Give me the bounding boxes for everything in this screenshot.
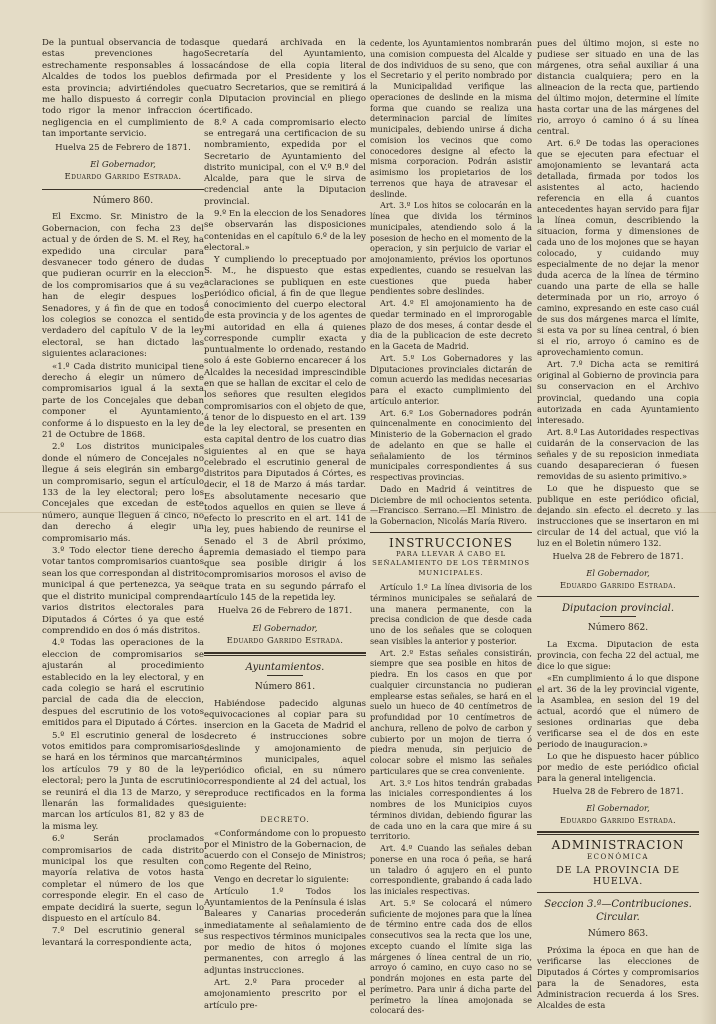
paragraph: Art. 6.º Los Gobernadores podrán quincenalmente en conocimiento del Ministerio de la Gobernacion el grado de adelanto en que se halle el señalamiento de los términos municipales correspondientes á sus respectivas provincias. [370,407,532,482]
instructions-subheading: PARA LLEVAR Á CABO EL SEÑALAMIENTO DE LOS TÉRMINOS MUNICIPALES. [372,549,530,577]
heading-underline [600,616,636,617]
signature-name: Eduardo Garrido Estrada. [226,635,344,646]
paragraph: Artículo 1.º Todos los Ayuntamientos de la Península é islas Baleares y Canarias procederán inmediatamente al señalamiento de sus respectivos términos municipales por medio de hitos ó mojones permanentes, con arreglo á las adjuntas instrucciones. [204,886,366,976]
paragraph: 6.º Serán proclamados compromisarios de cada distrito municipal los que resulten con mayoría relativa de votos hasta completar el número de los que corresponde elegir. En el caso de empate decidirá la suerte, segun lo dispuesto en el artículo 84. [42,834,204,925]
paragraph: Art. 6.º De todas las operaciones que se ejecuten para efectuar el amojonamiento se levantará acta detallada, firmada por todos los asistentes al acto, haciendo referencia en ella á cuantos antecedentes hayan servido para fijar la línea comun, describiendo la situacion, forma y dimensiones de cada uno de los mojones que se hayan colocado, y cuidando muy especialmente de no dejar la menor duda acerca de la línea de término cuando una parte de ella se halle determinada por un rio, arroyo ó camino, expresando en este caso cuál de sus dos márgenes marca el límite, si esta va por su línea central, ó bien si el rio, arroyo ó camino es de aprovechamiento comun. [537,138,699,358]
paragraph: «Conformándome con lo propuesto por el Ministro de la Gobernacion, de acuerdo con el Consejo de Ministros; como Regente del Reino, [204,828,366,873]
paragraph: La Excma. Diputacion de esta provincia, con fecha 22 del actual, me dice lo que sigue: [537,638,699,671]
paragraph: pues del último mojon, si este no pudiese ser situado en una de las márgenes, otra señal auxiliar á una distancia cualquiera; pero en la alineacion de la recta que, partiendo del último mojon, determine el límite hasta cortar una de las márgenes del rio, arroyo ó camino ó á su línea central. [537,38,699,137]
province-heading: DE LA PROVINCIA DE HUELVA. [556,865,680,888]
divider [42,189,204,190]
paragraph: Vengo en decretar lo siguiente: [214,874,349,885]
paragraph: 3.º Todo elector tiene derecho á votar tantos compromisarios cuantos sean los que correspondan al distrito municipal á que pertenezca, ya sea que el distrito municipal comprenda varios distritos electorales para Diputados á Córtes ó ya que esté comprendido en dos ó más distritos. [42,546,204,636]
paragraph: «En cumplimiento á lo que dispone el art. 36 de la ley provincial vigente, la Asamblea, en sesion del 19 del actual, acordó que el número de sesiones ordinarias que deba verificarse sea el de dos en este periodo de inauguracion.» [537,672,699,749]
double-divider [537,831,699,835]
column-1 [42,38,204,950]
signature-role: El Gobernador, [252,623,318,634]
section-heading: Ayuntamientos. [245,662,325,674]
decree-heading: DECRETO. [260,815,310,825]
administration-subheading: ECONÓMICA [587,853,649,862]
paragraph: Art. 4.º Cuando las señales deban ponerse en una roca ó peña, se hará un taladro ó agujero en el punto correspondiente, grabando á cada lado las iniciales respectivas. [370,843,532,896]
column-4 [537,38,699,1012]
paragraph: Art. 4.º El amojonamiento ha de quedar terminado en el improrogable plazo de dos meses, á contar desde el dia de la publicacion de este decreto en la Gaceta de Madrid. [370,298,532,351]
paragraph: 5.º El escrutinio general de los votos emitidos para compromisarios se hará en los términos que marcan los artículos 79 y 80 de la ley electoral; pero la Junta de escrutinio se reunirá el dia 13 de Marzo, y se llenarán las formalidades que marcan los artículos 81, 82 y 83 de la misma ley. [42,730,204,832]
paragraph: Art. 5.º Los Gobernadores y las Diputaciones provinciales dictarán de comun acuerdo las medidas necesarias para el exacto cumplimiento del artículo anterior. [370,352,532,406]
signature-role: El Gobernador, [586,803,650,814]
paragraph: 9.º En la eleccion de los Senadores se observarán las disposiciones contenidas en el capítulo 6.º de la ley electoral.» [204,208,366,253]
notice-number: Número 863. [587,929,649,940]
paragraph: 8.º A cada compromisario electo se entregará una certificacion de su nombramiento, expedida por el Secretario de Ayuntamiento del distrito municipal, con el V.º B.º del Alcalde, para que le sirva de credencial ante la Diputacion provincial. [204,117,366,207]
signature-name: Eduardo Garrido Estrada. [559,579,677,590]
paragraph: Artículo 1.º La línea divisoria de los términos municipales se señalará de una manera permanente, con la precisa condicion de que desde cada uno de los señales que se coloquen sean visibles la anterior y posterior. [370,582,532,646]
paragraph: Y cumpliendo lo preceptuado por S. M., he dispuesto que estas aclaraciones se publiquen en este periódico oficial, á fin de que llegue á conocimiento del cuerpo electoral de esta provincia y de los agentes de mi autoridad en ella á quienes corresponde cumplir exacta y puntualmente lo ordenado, restando solo á este Gobierno encarecer á los Alcaldes la necesidad imprescindible en que se hallan de excitar el celo de los señores que resulten elegidos compromisarios con el objeto de que, á tenor de lo dispuesto en el art. 139 de la ley electoral, se presenten en esta capital dentro de los cuatro dias siguientes al en que se haya celebrado el escrutinio general de distritos para Diputados á Córtes, es decir, el 18 de Marzo á más tardar. Es absolutamente necesario que todos aquellos en quien se lleve á efecto lo prescrito en el art. 141 de la ley, pues habiendo de reunirse el Senado el 3 de Abril próximo, apremia demasiado el tiempo para que sea posible dirigir á los compromisarios morosos el aviso de que trata en su segundo párrafo el artículo 145 de la repetida ley. [204,255,366,604]
divider [537,892,699,893]
divider [370,532,532,533]
paragraph: Próxima la época en que han de verificarse las elecciones de Diputados á Córtes y compromisarios para la de Senadores, esta Administracion recuerda á los Sres. Alcaldes de esta [537,945,699,1011]
paragraph: «1.º Cada distrito municipal tiene derecho á elegir un número de compromisarios igual á la sexta parte de los Concejales que deban componer el Ayuntamiento, conforme á lo dispuesto en la ley de 21 de Octubre de 1868. [42,361,204,440]
signature-date: Huelva 26 de Febrero de 1871. [217,606,353,617]
paragraph: que quedará archivada en la Secretaría del Ayuntamiento, sacándose de ella copia literal firmada por el Presidente y los cuatro Secretarios, que se remitirá á la Diputacion provincial en pliego certificado. [204,38,366,116]
signature-date: Huelva 28 de Febrero de 1871. [552,550,684,561]
paragraph: 4.º Todas las operaciones de la eleccion de compromisarios se ajustarán al procedimiento establecido en la ley electoral, y en cada colegio se hará el escrutinio parcial de cada dia de eleccion, despues del escrutinio de los votos emitidos para el Diputado á Córtes. [42,638,204,729]
paragraph: De la puntual observancia de todas estas prevenciones hago estrechamente responsables á los Alcaldes de todos los pueblos de esta provincia; advirtiéndoles que me hallo dispuesto á corregir con todo rigor la menor infraccion ó negligencia en el cumplimiento de tan importante servicio. [42,38,204,140]
signature-date: Huelva 25 de Febrero de 1871. [55,142,191,153]
paragraph: Lo que he dispuesto hacer público por medio de este periódico oficial para la general inteligencia. [537,750,699,783]
signature-date: Huelva 28 de Febrero de 1871. [552,786,684,796]
paragraph: Art. 8.º Las Autoridades respectivas cuidarán de la conservacion de las señales y de su reposicion inmediata cuando desaparecieran ó fuesen removidas de su asiento primitivo.» [537,426,699,481]
paragraph: 7.º Del escrutinio general se levantará la correspondiente acta, [42,926,204,948]
notice-number: Número 862. [587,622,649,633]
paragraph: cedente, los Ayuntamientos nombrarán una comision compuesta del Alcalde y de dos individuos de su seno, que con el Secretario y el perito nombrado por la Municipalidad verifique las operaciones de deslinde en la misma forma que cuando se realiza una determinacion parcial de límites municipales, debiendo unirse á dicha comision los vecinos que como conocedores designe al efecto la misma corporacion. Podrán asistir asimismo los propietarios de los terrenos que haya de atravesar el deslinde. [370,38,532,199]
paragraph: Art. 3.º Los hitos se colocarán en la línea que divida los términos municipales, atendiendo solo á la posesion de hecho en el momento de la operacion, y sin perjuicio de variar el amojonamiento, prévios los oportunos expedientes, cuando se resuelvan las cuestiones que pueda haber pendientes sobre deslindes. [370,200,532,297]
paragraph: Art. 3.º Los hitos tendrán grabadas las iniciales correspondientes á los nombres de los Municipios cuyos términos dividan, debiendo figurar las de cada uno en la cara que mire á su territorio. [370,777,532,842]
section-heading: Diputacion provincial. [561,602,675,614]
paragraph: El Excmo. Sr. Ministro de la Gobernacion, con fecha 23 del actual y de órden de S. M. el Rey, ha expedido una circular para desvanecer todo género de dudas que pudieran ocurrir en la eleccion de los compromisarios que á su vez han de elegir despues los Senadores, y á fin de que en todos los colegios se conozca el sentido verdadero del capítulo V de la ley electoral, se han dictado las siguientes aclaraciones: [42,212,204,360]
administration-heading: ADMINISTRACION [551,838,685,853]
paragraph: Art. 7.º Dicha acta se remitirá original al Gobierno de provincia para su conservacion en el Archivo provincial, quedando una copia autorizada en cada Ayuntamiento interesado. [537,359,699,425]
notice-number: Número 860. [92,195,154,206]
circular-heading: Circular. [596,912,640,924]
paragraph: 2.º Los distritos municipales donde el número de Concejales no llegue á seis elegirán sin embargo un compromisario, segun el artículo 133 de la ley electoral; pero los Concejales que excedan de este número, aunque lleguen á cinco, no dan derecho á elegir un compromisario más. [42,442,204,544]
section-heading: Seccion 3.ª—Contribuciones. [544,899,692,911]
heading-underline [267,675,303,676]
column-3 [370,38,532,1017]
signature-name: Eduardo Garrido Estrada. [559,815,677,826]
double-divider [204,652,366,656]
paragraph: Art. 5.º Se colocará el número suficiente de mojones para que la línea de término entre cada dos de ellos consecutivos sea la recta que los une, excepto cuando el límite siga las márgenes ó línea central de un rio, arroyo ó camino, en cuyo caso no se pondrán mojones en esta parte del perímetro. Para unir á dicha parte del perímetro la línea amojonada se colocará des- [370,897,532,1016]
paragraph: Art. 2.º Para proceder al amojonamiento prescrito por el artículo pre- [204,977,366,1011]
paragraph: Dado en Madrid á veintitres de Diciembre de mil ochocientos setenta.—Francisco Serrano.—El Ministro de la Gobernacion, Nicolás María Rivero. [370,483,532,526]
notice-number: Número 861. [254,682,316,693]
paragraph: Habiéndose padecido algunas equivocaciones al copiar para su insercion en la Gaceta de Madrid el decreto é instrucciones sobre deslinde y amojonamiento de términos municipales, aquel periódico oficial, en su número correspondiente al 24 del actual, los reproduce rectificados en la forma siguiente: [204,698,366,810]
column-2 [204,38,366,1013]
signature-role: El Gobernador, [586,567,650,578]
divider [537,596,699,597]
signature-name: Eduardo Garrido Estrada. [64,172,182,183]
paragraph: Art. 2.º Estas señales consistirán, siempre que sea posible en hitos de piedra. En los casos en que por cualquier circunstancia no pudieran emplearse estas señales, se hará en el suelo un hueco de 40 centímetros de profundidad por 10 centímetros de anchura, relleno de polvo de carbon y cubierto por un mojon de tierra ó piedra menuda, sin perjuicio de colocar sobre el mismo las señales particulares que se crea conveniente. [370,647,532,776]
page-edge-stain [700,0,716,1024]
paragraph: Lo que he dispuesto que se publique en este periódico oficial, dejando sin efecto el decreto y las instrucciones que se insertaron en mi circular de 14 del actual, que vió la luz en el Boletin número 132. [537,482,699,548]
instructions-heading: INSTRUCCIONES [388,535,514,550]
signature-role: El Gobernador, [90,160,156,171]
